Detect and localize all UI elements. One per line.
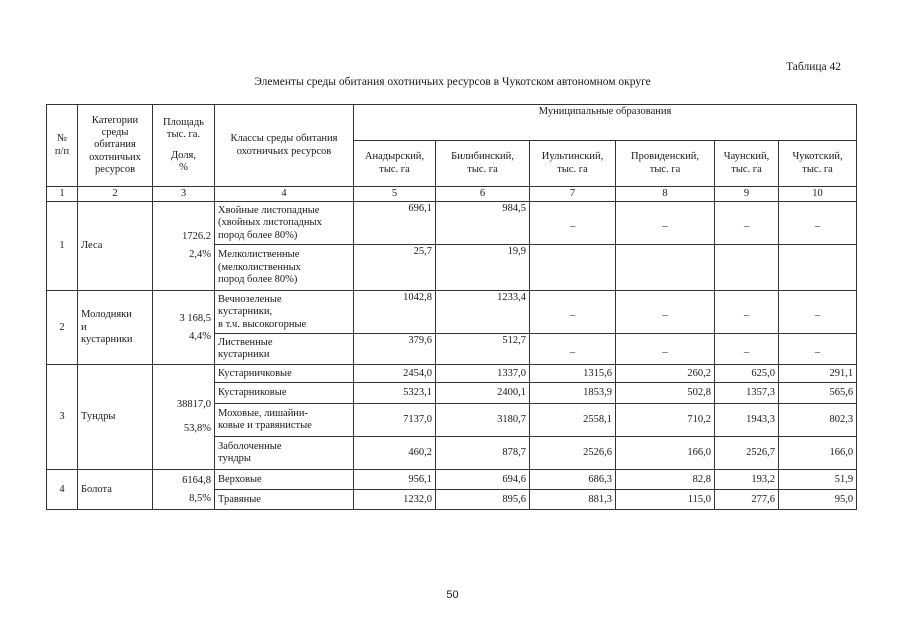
district-value: 1337,0 — [436, 365, 530, 383]
district-value: 1233,4 — [436, 291, 530, 334]
column-number: 5 — [354, 187, 436, 202]
habitat-class: Травяные — [215, 490, 354, 510]
header-category: Категории среды обитания охотничьих ресурсов — [78, 105, 153, 187]
district-value: 3180,7 — [436, 404, 530, 437]
district-value: 2454,0 — [354, 365, 436, 383]
group-share: 2,4% — [189, 249, 211, 261]
group-name: Молодняки и кустарники — [78, 291, 153, 365]
column-number: 10 — [779, 187, 857, 202]
district-value: 460,2 — [354, 437, 436, 470]
header-district: Чаунский, тыс. га — [715, 141, 779, 187]
habitat-class: Моховые, лишайни- ковые и травянистые — [215, 404, 354, 437]
district-value: 1357,3 — [715, 383, 779, 404]
group-name: Тундры — [78, 365, 153, 470]
table-body — [47, 202, 857, 510]
group-share: 53,8% — [183, 423, 211, 435]
district-value: _ — [530, 334, 616, 365]
header-district: Иультинский, тыс. га — [530, 141, 616, 187]
group-number: 4 — [47, 470, 78, 510]
district-value: 802,3 — [779, 404, 857, 437]
district-value: 291,1 — [779, 365, 857, 383]
column-number: 3 — [153, 187, 215, 202]
table-row — [47, 365, 857, 383]
district-value: 1943,3 — [715, 404, 779, 437]
column-number: 1 — [47, 187, 78, 202]
district-value: 260,2 — [616, 365, 715, 383]
group-share: 8,5% — [189, 492, 211, 504]
district-value: 710,2 — [616, 404, 715, 437]
district-value: 565,6 — [779, 383, 857, 404]
group-area: 38817,0 — [176, 399, 211, 410]
group-number: 3 — [47, 365, 78, 470]
district-value: 95,0 — [779, 490, 857, 510]
district-value: _ — [715, 334, 779, 365]
district-value: _ — [530, 202, 616, 245]
district-value: _ — [616, 202, 715, 245]
district-value: _ — [779, 334, 857, 365]
column-number: 4 — [215, 187, 354, 202]
column-number: 2 — [78, 187, 153, 202]
group-area-share — [153, 202, 215, 291]
district-value: 895,6 — [436, 490, 530, 510]
district-value: 277,6 — [715, 490, 779, 510]
district-value — [616, 245, 715, 291]
district-value: 694,6 — [436, 470, 530, 490]
district-value: 2558,1 — [530, 404, 616, 437]
district-value: _ — [779, 202, 857, 245]
district-value — [779, 245, 857, 291]
district-value: 5323,1 — [354, 383, 436, 404]
header-area-share — [153, 105, 215, 187]
habitat-class: Верховые — [215, 470, 354, 490]
group-number: 1 — [47, 202, 78, 291]
district-value: 193,2 — [715, 470, 779, 490]
table-row — [47, 202, 857, 245]
district-value: _ — [530, 291, 616, 334]
group-name: Болота — [78, 470, 153, 510]
district-value: 379,6 — [354, 334, 436, 365]
group-share: 4,4% — [189, 330, 211, 342]
table-label: Таблица 42 — [786, 61, 841, 73]
district-value: 502,8 — [616, 383, 715, 404]
habitat-class: Заболоченные тундры — [215, 437, 354, 470]
header-num: № п/п — [47, 105, 78, 187]
district-value: 1232,0 — [354, 490, 436, 510]
district-value: 7137,0 — [354, 404, 436, 437]
district-value: 512,7 — [436, 334, 530, 365]
group-area-share — [153, 291, 215, 365]
habitat-class: Кустарничковые — [215, 365, 354, 383]
habitat-class: Хвойные листопадные (хвойных листопадных пород более 80%) — [215, 202, 354, 245]
header-district: Провиденский, тыс. га — [616, 141, 715, 187]
habitat-class: Кустарниковые — [215, 383, 354, 404]
column-number: 6 — [436, 187, 530, 202]
district-value — [715, 245, 779, 291]
column-number: 8 — [616, 187, 715, 202]
district-value: _ — [779, 291, 857, 334]
district-value: 984,5 — [436, 202, 530, 245]
habitat-class: Лиственные кустарники — [215, 334, 354, 365]
district-value — [530, 245, 616, 291]
district-value: 19,9 — [436, 245, 530, 291]
header-municipal: Муниципальные образования — [354, 105, 857, 141]
document-title: Элементы среды обитания охотничьих ресурсов в Чукотском автономном округе — [254, 76, 651, 88]
habitat-table — [46, 104, 857, 510]
district-value: 881,3 — [530, 490, 616, 510]
header-area: Площадь тыс. га. — [163, 116, 204, 141]
district-value: 625,0 — [715, 365, 779, 383]
district-value: _ — [715, 202, 779, 245]
district-value: 2526,7 — [715, 437, 779, 470]
district-value: 956,1 — [354, 470, 436, 490]
district-value: 2400,1 — [436, 383, 530, 404]
district-value: 51,9 — [779, 470, 857, 490]
habitat-class: Вечнозеленые кустарники, в т.ч. высокогорные — [215, 291, 354, 334]
group-number: 2 — [47, 291, 78, 365]
district-value: 2526,6 — [530, 437, 616, 470]
header-district: Билибинский, тыс. га — [436, 141, 530, 187]
district-value: 166,0 — [779, 437, 857, 470]
district-value: 115,0 — [616, 490, 715, 510]
district-value: 1315,6 — [530, 365, 616, 383]
group-area: 3 168,5 — [179, 312, 211, 324]
district-value: 25,7 — [354, 245, 436, 291]
district-value: _ — [616, 334, 715, 365]
header-district: Чукотский, тыс. га — [779, 141, 857, 187]
group-area-share — [153, 365, 215, 470]
header-classes: Классы среды обитания охотничьих ресурсов — [215, 105, 354, 187]
district-value: 1042,8 — [354, 291, 436, 334]
page-number: 50 — [446, 589, 459, 601]
district-value: _ — [616, 291, 715, 334]
district-value: _ — [715, 291, 779, 334]
district-value: 878,7 — [436, 437, 530, 470]
column-number: 7 — [530, 187, 616, 202]
header-district: Анадырский, тыс. га — [354, 141, 436, 187]
group-area: 1726.2 — [182, 231, 211, 242]
group-area: 6164,8 — [182, 474, 211, 486]
district-value: 1853,9 — [530, 383, 616, 404]
column-number: 9 — [715, 187, 779, 202]
table-row — [47, 291, 857, 334]
column-number-row — [47, 187, 857, 202]
district-value: 166,0 — [616, 437, 715, 470]
group-name: Леса — [78, 202, 153, 291]
habitat-class: Мелколиственные (мелколиственных пород более 80%) — [215, 245, 354, 291]
district-value: 82,8 — [616, 470, 715, 490]
group-area-share — [153, 470, 215, 510]
district-value: 686,3 — [530, 470, 616, 490]
district-value: 696,1 — [354, 202, 436, 245]
header-share: Доля, % — [171, 149, 196, 173]
table-row — [47, 470, 857, 490]
